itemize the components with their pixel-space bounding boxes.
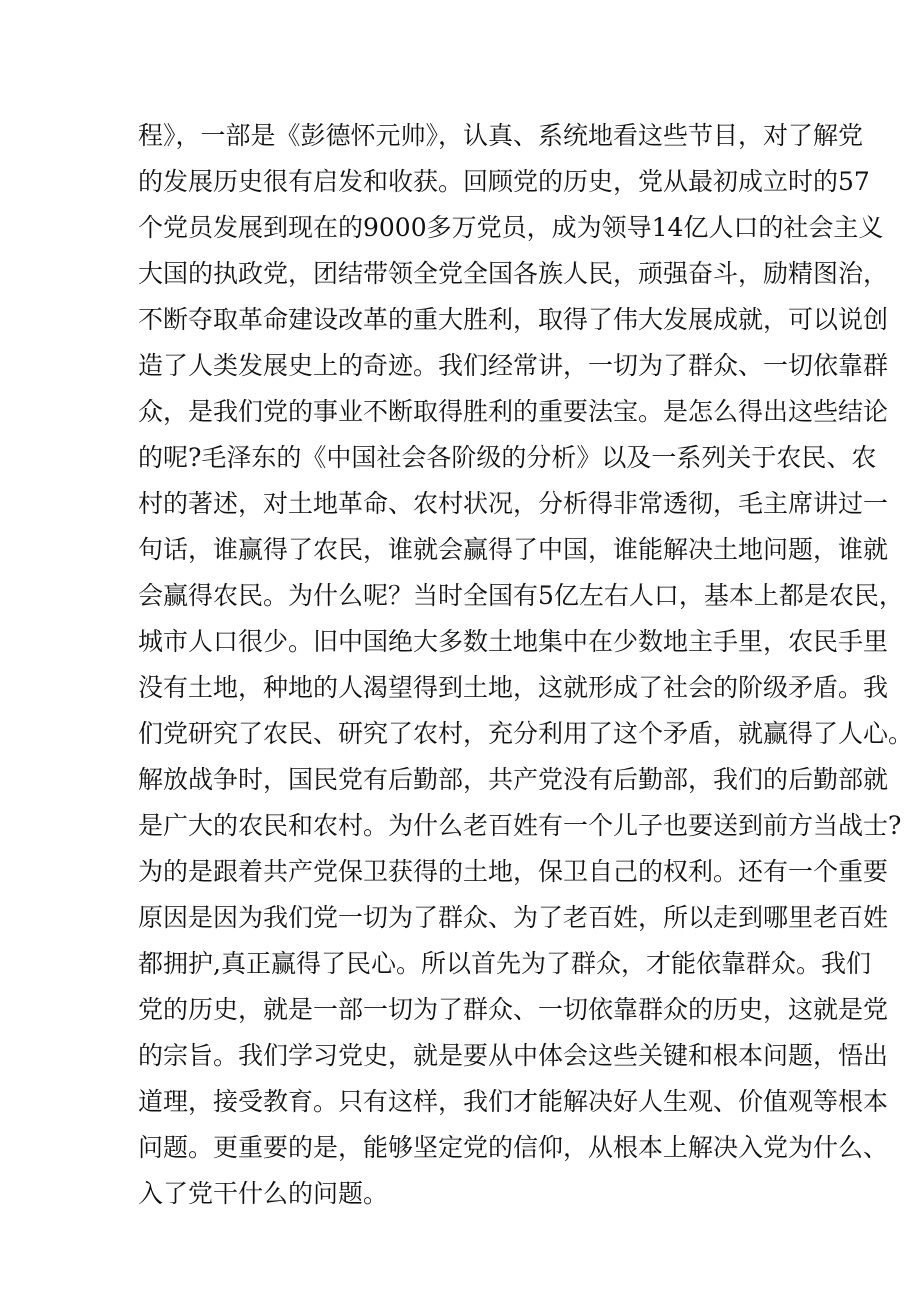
text-line: 原因是因为我们党一切为了群众、为了老百姓，所以走到哪里老百姓 xyxy=(138,903,889,932)
text-line: 会赢得农民。为什么呢？当时全国有5亿左右人口，基本上都是农民， xyxy=(138,581,904,610)
text-line: 解放战争时，国民党有后勤部，共产党没有后勤部，我们的后勤部就 xyxy=(138,765,889,794)
text-line: 程》，一部是《彭德怀元帅》，认真、系统地看这些节目，对了解党 xyxy=(138,121,864,150)
text-line: 的发展历史很有启发和收获。回顾党的历史，党从最初成立时的57 xyxy=(138,167,870,196)
text-line: 是广大的农民和农村。为什么老百姓有一个儿子也要送到前方当战士? xyxy=(138,811,902,840)
text-line: 句话，谁赢得了农民，谁就会赢得了中国，谁能解决土地问题，谁就 xyxy=(138,535,889,564)
text-line: 的呢?毛泽东的《中国社会各阶级的分析》以及一系列关于农民、农 xyxy=(138,443,877,472)
text-line: 村的著述，对土地革命、农村状况，分析得非常透彻，毛主席讲过一 xyxy=(138,489,889,518)
text-line: 造了人类发展史上的奇迹。我们经常讲，一切为了群众、一切依靠群 xyxy=(138,351,889,380)
text-line: 个党员发展到现在的9000多万党员，成为领导14亿人口的社会主义 xyxy=(138,213,884,242)
text-line: 大国的执政党，团结带领全党全国各族人民，顽强奋斗，励精图治， xyxy=(138,259,889,288)
text-line: 众，是我们党的事业不断取得胜利的重要法宝。是怎么得出这些结论 xyxy=(138,397,889,426)
text-line: 的宗旨。我们学习党史，就是要从中体会这些关键和根本问题，悟出 xyxy=(138,1041,889,1070)
text-line: 不断夺取革命建设改革的重大胜利，取得了伟大发展成就，可以说创 xyxy=(138,305,889,334)
text-line: 们党研究了农民、研究了农村，充分利用了这个矛盾，就赢得了人心。 xyxy=(138,719,914,748)
text-line: 城市人口很少。旧中国绝大多数土地集中在少数地主手里，农民手里 xyxy=(138,627,889,656)
text-line: 道理，接受教育。只有这样，我们才能解决好人生观、价值观等根本 xyxy=(138,1087,889,1116)
text-line: 为的是跟着共产党保卫获得的土地，保卫自己的权利。还有一个重要 xyxy=(138,857,889,886)
body-paragraph xyxy=(138,113,914,1217)
text-line: 没有土地，种地的人渴望得到土地，这就形成了社会的阶级矛盾。我 xyxy=(138,673,889,702)
text-line-last: 入了党干什么的问题。 xyxy=(138,1179,389,1208)
text-line: 都拥护,真正赢得了民心。所以首先为了群众，才能依靠群众。我们 xyxy=(138,949,871,978)
text-line: 问题。更重要的是，能够坚定党的信仰，从根本上解决入党为什么、 xyxy=(138,1133,889,1162)
text-line: 党的历史，就是一部一切为了群众、一切依靠群众的历史，这就是党 xyxy=(138,995,889,1024)
